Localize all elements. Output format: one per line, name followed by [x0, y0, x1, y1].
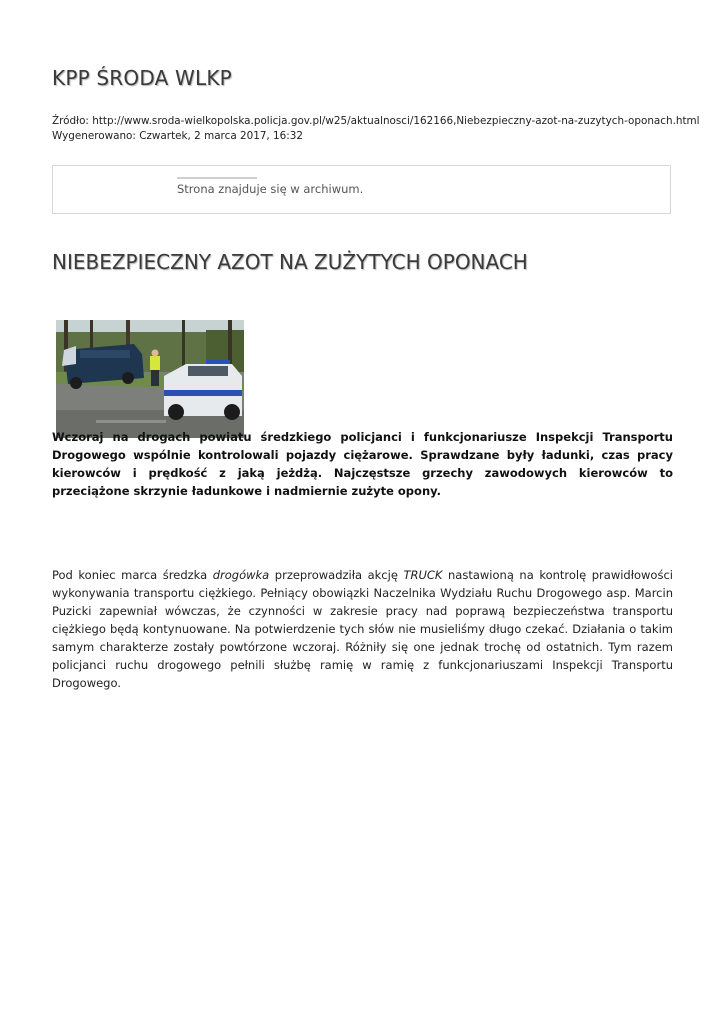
article-lead [52, 428, 673, 500]
generated-line: Wygenerowano: Czwartek, 2 marca 2017, 16:32 [52, 129, 303, 142]
archive-notice-box [52, 165, 671, 214]
body-text-part: nastawioną na kontrolę prawidłowości wykonywania transportu ciężkiego. Pełniący obowiązki Naczelnika Wydziału Ruchu Drogowego asp. Marcin Puzicki zapewniał wówczas, że czynności w zakresie pracy nad poprawą bezpieczeństwa transportu ciężkiego będą kontynuowane. Na potwierdzenie tych słów nie musieliśmy długo czekać. Działania o takim samym charakterze zostały powtórzone wczoraj. Różniły się one jednak trochę od ostatnich. Tym razem policjanci ruchu drogowego pełnili służbę ramię w ramię z funkcjonariuszami Inspekcji Transportu Drogowego. [52, 568, 673, 690]
body-text-part: przeprowadziła akcję [269, 568, 404, 582]
article-body [52, 566, 673, 692]
body-emphasis: TRUCK [403, 568, 443, 582]
body-emphasis: drogówka [212, 568, 270, 582]
lead-text: Wczoraj na drogach powiatu średzkiego policjanci i funkcjonariusze Inspekcji Transportu Drogowego wspólnie kontrolowali pojazdy ciężarowe. Sprawdzane były ładunki, czas pracy kierowców i prędkość z jaką jeżdżą. Najczęstsze grzechy zawodowych kierowców to przeciążone skrzynie ładunkowe i nadmiernie zużyte opony. [52, 430, 673, 498]
article-photo [56, 320, 244, 438]
site-title: KPP ŚRODA WLKP [52, 66, 232, 90]
body-text-part: Pod koniec marca średzka [52, 568, 213, 582]
police-inspection-photo [56, 320, 244, 438]
source-line: Źródło: http://www.sroda-wielkopolska.policja.gov.pl/w25/aktualnosci/162166,Niebezpieczny-azot-na-zuzytych-oponach.html [52, 115, 700, 127]
document-meta [52, 114, 700, 143]
archive-divider [177, 177, 257, 179]
archive-notice: Strona znajduje się w archiwum. [177, 182, 364, 196]
article-title: NIEBEZPIECZNY AZOT NA ZUŻYTYCH OPONACH [52, 250, 528, 274]
